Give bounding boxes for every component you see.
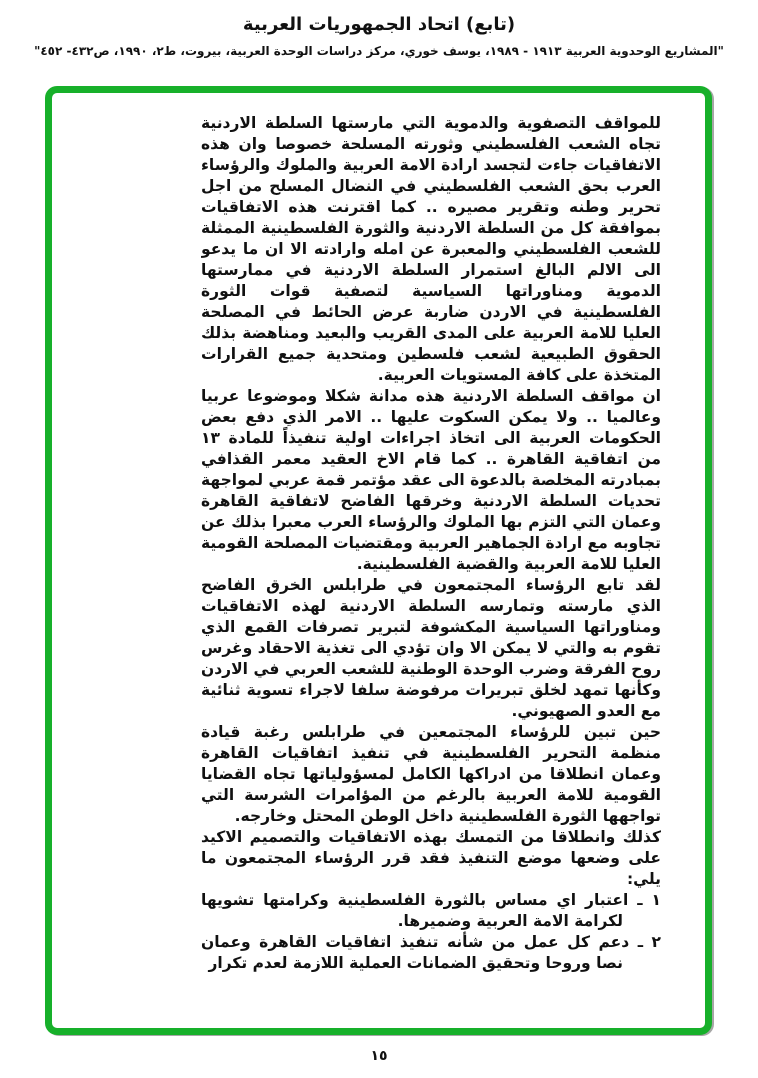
numbered-item-2: ٢ ـ دعم كل عمل من شأنه تنفيذ اتفاقيات القاهرة وعمان نصا وروحا وتحقيق الضمانات العملية اللازمة لعدم تكرار [201,933,661,972]
source-citation: "المشاريع الوحدوية العربية ١٩١٣ - ١٩٨٩، يوسف خوري، مركز دراسات الوحدة العربية، بيروت، ط٢، ١٩٩٠، ص٤٣٢- ٤٥٢" [34,44,724,58]
paragraph-5: كذلك وانطلاقا من التمسك بهذه الاتفاقيات والتصميم الاكيد على وضعها موضع التنفيذ فقد قرر الرؤساء المجتمعون ما يلي: [201,828,661,888]
paragraph-2: ان مواقف السلطة الاردنية هذه مدانة شكلا وموضوعا عربيا وعالميا .. ولا يمكن السكوت عليها .. الامر الذي دفع بعض الحكومات العربية الى اتخاذ اجراءات اولية تنفيذاً للمادة ١٣ من اتفاقية القاهرة .. كما قام الاخ العقيد معمر القذافي بمبادرته المخلصة بالدعوة الى عقد مؤتمر قمة عربي لمواجهة تحديات السلطة الاردنية وخرقها الفاضح لاتفاقية القاهرة وعمان التي التزم بها الملوك والرؤساء العرب معبرا بذلك عن تجاوبه مع ارادة الجماهير العربية ومقتضيات المصلحة القومية العليا للامة العربية والقضية الفلسطينية. [201,387,661,573]
document-text-block [201,113,661,1013]
paragraph-3: لقد تابع الرؤساء المجتمعون في طرابلس الخرق الفاضح الذي مارسته وتمارسه السلطة الاردنية لهذه الاتفاقيات ومناوراتها السياسية المكشوفة لتبرير تصرفات القمع الذي تقوم به والتي لا يمكن الا وان تؤدي الى تغذية الاحقاد وغرس روح الفرقة وضرب الوحدة الوطنية للشعب العربي في الاردن وكأنها تمهد لخلق تبريرات مرفوضة سلفا لاجراء تسوية ثنائية مع العدو الصهيوني. [201,576,661,720]
green-border-frame [45,86,712,1035]
numbered-item-1: ١ ـ اعتبار اي مساس بالثورة الفلسطينية وكرامتها تشويها لكرامة الامة العربية وضميرها. [201,891,661,930]
paragraph-1: للمواقف التصفوية والدموية التي مارستها السلطة الاردنية تجاه الشعب الفلسطيني وثورته المسلحة خصوصا وان هذه الاتفاقيات جاءت لتجسد ارادة الامة العربية والملوك والرؤساء العرب بحق الشعب الفلسطيني في النضال المسلح من اجل تحرير وطنه وتقرير مصيره .. كما اقترنت هذه الاتفاقيات بموافقة كل من السلطة الاردنية والثورة الفلسطينية الممثلة للشعب الفلسطيني والمعبرة عن امله وارادته الا ان ما يدعو الى الالم البالغ استمرار السلطة الاردنية في ممارستها الدموية ومناوراتها السياسية لتصفية قوات الثورة الفلسطينية في الاردن ضاربة عرض الحائط في المصلحة العليا للامة العربية على المدى القريب والبعيد ومناهضة بذلك الحقوق الطبيعية لشعب فلسطين ومتحدية جميع القرارات المتخذة على كافة المستويات العربية. [201,114,661,384]
page-header [0,14,758,58]
page-title: (تابع) اتحاد الجمهوريات العربية [242,14,516,35]
page-number: ١٥ [370,1048,388,1064]
paragraph-4: حين تبين للرؤساء المجتمعين في طرابلس رغبة قيادة منظمة التحرير الفلسطينية في تنفيذ اتفاقيات القاهرة وعمان انطلاقا من ادراكها الكامل لمسؤولياتها تجاه القضايا القومية للامة العربية بالرغم من المؤامرات الشرسة التي تواجهها الثورة الفلسطينية داخل الوطن المحتل وخارجه. [201,723,661,825]
